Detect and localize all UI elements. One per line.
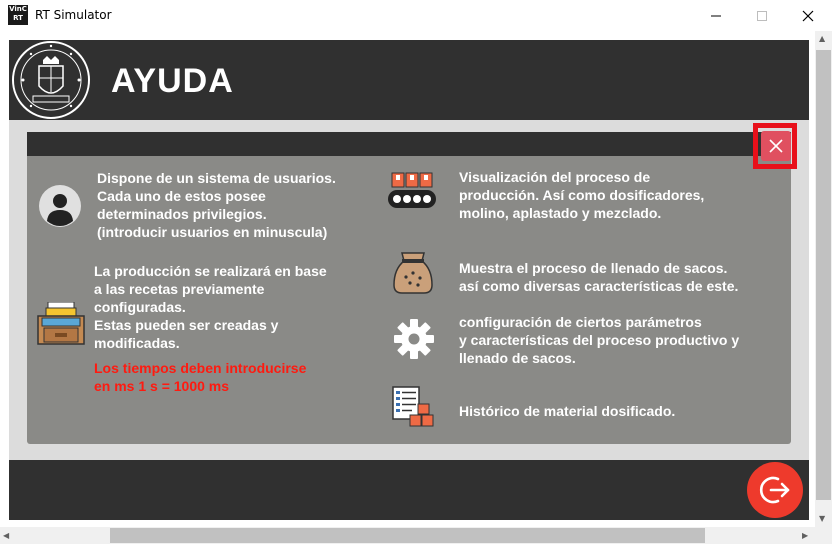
user-icon — [38, 184, 82, 228]
recipes-description: La producción se realizará en base a las recetas previamente configuradas. Estas pueden ser creadas y modificadas. — [94, 263, 327, 351]
university-seal-logo — [11, 40, 91, 120]
app-canvas — [9, 40, 809, 520]
horizontal-scroll-thumb[interactable] — [110, 528, 705, 543]
gear-icon — [393, 318, 435, 360]
window-title: RT Simulator — [35, 8, 112, 22]
history-description: Histórico de material dosificado. — [459, 403, 676, 419]
sack-icon — [392, 251, 434, 295]
app-icon — [8, 5, 28, 25]
configuration-description: configuración de ciertos parámetros y características del proceso productivo y llenado de sacos. — [459, 314, 740, 366]
scroll-up-arrow-icon[interactable]: ▲ — [819, 34, 826, 43]
maximize-icon — [756, 10, 768, 22]
history-log-icon — [392, 386, 436, 428]
bagging-description: Muestra el proceso de llenado de sacos. así como diversas características de este. — [459, 260, 739, 294]
minimize-button[interactable] — [693, 0, 739, 31]
page-header — [9, 40, 809, 120]
production-conveyor-icon — [387, 172, 439, 212]
scroll-right-arrow-icon[interactable]: ▶ — [802, 531, 809, 540]
maximize-button[interactable] — [739, 0, 785, 31]
production-description: Visualización del proceso de producción. Así como dosificadores, molino, aplastado y mezclado. — [459, 169, 705, 221]
window-frame-left — [0, 31, 9, 527]
logout-icon — [758, 473, 792, 507]
window-close-button[interactable] — [785, 0, 831, 31]
vertical-scroll-thumb[interactable] — [816, 50, 831, 500]
app-icon-text: VinC RT — [9, 5, 27, 22]
minimize-icon — [710, 10, 722, 22]
window-close-icon — [802, 10, 814, 22]
scroll-down-arrow-icon[interactable]: ▼ — [819, 514, 826, 523]
close-button-highlight — [753, 123, 797, 169]
help-dialog-header — [27, 132, 791, 156]
time-units-warning: Los tiempos deben introducirse en ms 1 s = 1000 ms — [94, 360, 307, 394]
scroll-left-arrow-icon[interactable]: ◀ — [3, 531, 10, 540]
users-description: Dispone de un sistema de usuarios. Cada uno de estos posee determinados privilegios. (introducir usuarios en minuscula) — [97, 170, 336, 240]
window-titlebar — [0, 0, 832, 31]
page-title: AYUDA — [111, 62, 234, 100]
exit-button[interactable] — [747, 462, 803, 518]
recipes-drawer-icon — [36, 302, 86, 346]
